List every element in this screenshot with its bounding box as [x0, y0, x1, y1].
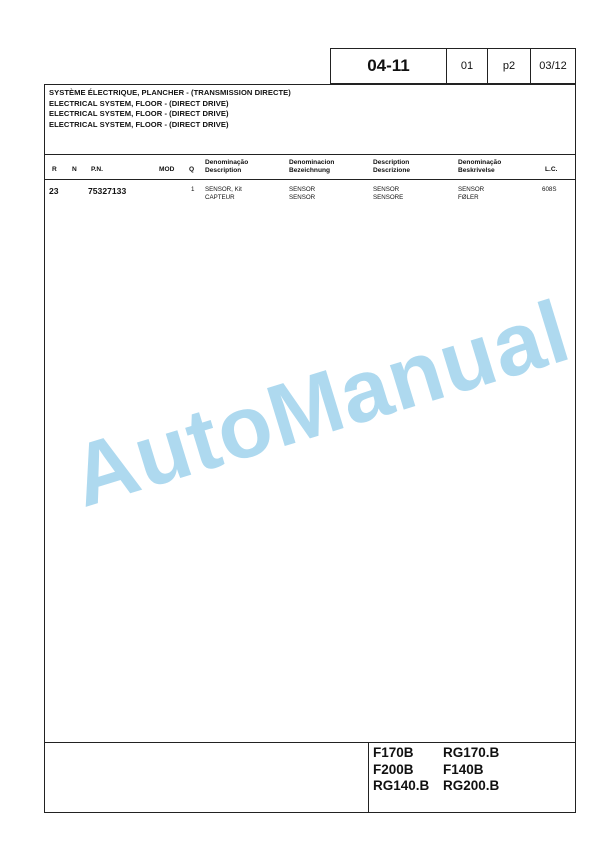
title-divider: [45, 154, 575, 155]
col-header-denominacao: [205, 159, 248, 175]
col-header-description: [373, 159, 410, 175]
row-ref: 23: [49, 186, 59, 196]
row-desc-dk: FØLER: [458, 194, 479, 202]
revision-date: 03/12: [530, 48, 576, 84]
revision-number: 01: [446, 48, 487, 84]
col-header-n: N: [72, 166, 77, 173]
header-divider: [45, 179, 575, 180]
footer-divider: [45, 742, 575, 743]
section-titles: [49, 88, 291, 130]
model-code: RG170.B: [443, 745, 500, 760]
row-lc: 608S: [542, 186, 557, 193]
row-desc-pt-fr: [205, 186, 242, 202]
col-header-denominacao2-line1: Denominação: [458, 159, 502, 166]
parts-page-frame: [44, 84, 576, 813]
footer-column-divider: [368, 742, 369, 812]
row-desc-br-dk: [458, 186, 484, 202]
model-code: RG200.B: [443, 778, 500, 793]
col-header-denominacao-2: [458, 159, 501, 175]
col-header-lc: L.C.: [545, 166, 558, 173]
model-code: F140B: [443, 761, 484, 777]
col-header-pn: P.N.: [91, 166, 103, 173]
col-header-description-line2: Descrizione: [373, 167, 411, 174]
row-quantity: 1: [191, 186, 195, 193]
col-header-description-line1: Description: [373, 159, 410, 166]
title-french: SYSTÈME ÉLECTRIQUE, PLANCHER - (TRANSMISSION DIRECTE): [49, 88, 291, 97]
model-code: F200B: [373, 761, 414, 777]
title-english-3: ELECTRICAL SYSTEM, FLOOR - (DIRECT DRIVE): [49, 119, 229, 129]
model-list: [373, 745, 523, 795]
section-number: 04-11: [330, 48, 446, 84]
col-header-denominacao-line1: Denominação: [205, 159, 249, 166]
col-header-denominacion: [289, 159, 334, 175]
row-desc-fr: CAPTEUR: [205, 194, 235, 202]
col-header-q: Q: [189, 166, 195, 173]
title-english: ELECTRICAL SYSTEM, FLOOR - (DIRECT DRIVE): [49, 98, 229, 108]
page-number: p2: [487, 48, 530, 84]
col-header-mod: MOD: [159, 166, 175, 173]
col-header-denominacion-line1: Denominacion: [289, 159, 335, 166]
row-desc-pt: SENSOR, Kit: [205, 186, 242, 193]
model-code: F170B: [373, 745, 414, 760]
row-desc-en: SENSOR: [373, 186, 400, 193]
row-part-number: 75327133: [88, 186, 127, 196]
col-header-denominacao2-line2: Beskrivelse: [458, 167, 495, 174]
col-header-denominacion-line2: Bezeichnung: [289, 167, 331, 174]
row-desc-de: SENSOR: [289, 194, 316, 202]
col-header-denominacao-line2: Description: [205, 167, 242, 174]
col-header-r: R: [52, 166, 57, 173]
row-desc-en-it: [373, 186, 403, 202]
watermark: AutoManual: [60, 280, 581, 526]
row-desc-br: SENSOR: [458, 186, 485, 193]
model-code: RG140.B: [373, 778, 430, 793]
row-desc-es-de: [289, 186, 315, 202]
title-english-2: ELECTRICAL SYSTEM, FLOOR - (DIRECT DRIVE): [49, 109, 229, 118]
row-desc-it: SENSORE: [373, 194, 404, 202]
row-desc-es: SENSOR: [289, 186, 316, 193]
